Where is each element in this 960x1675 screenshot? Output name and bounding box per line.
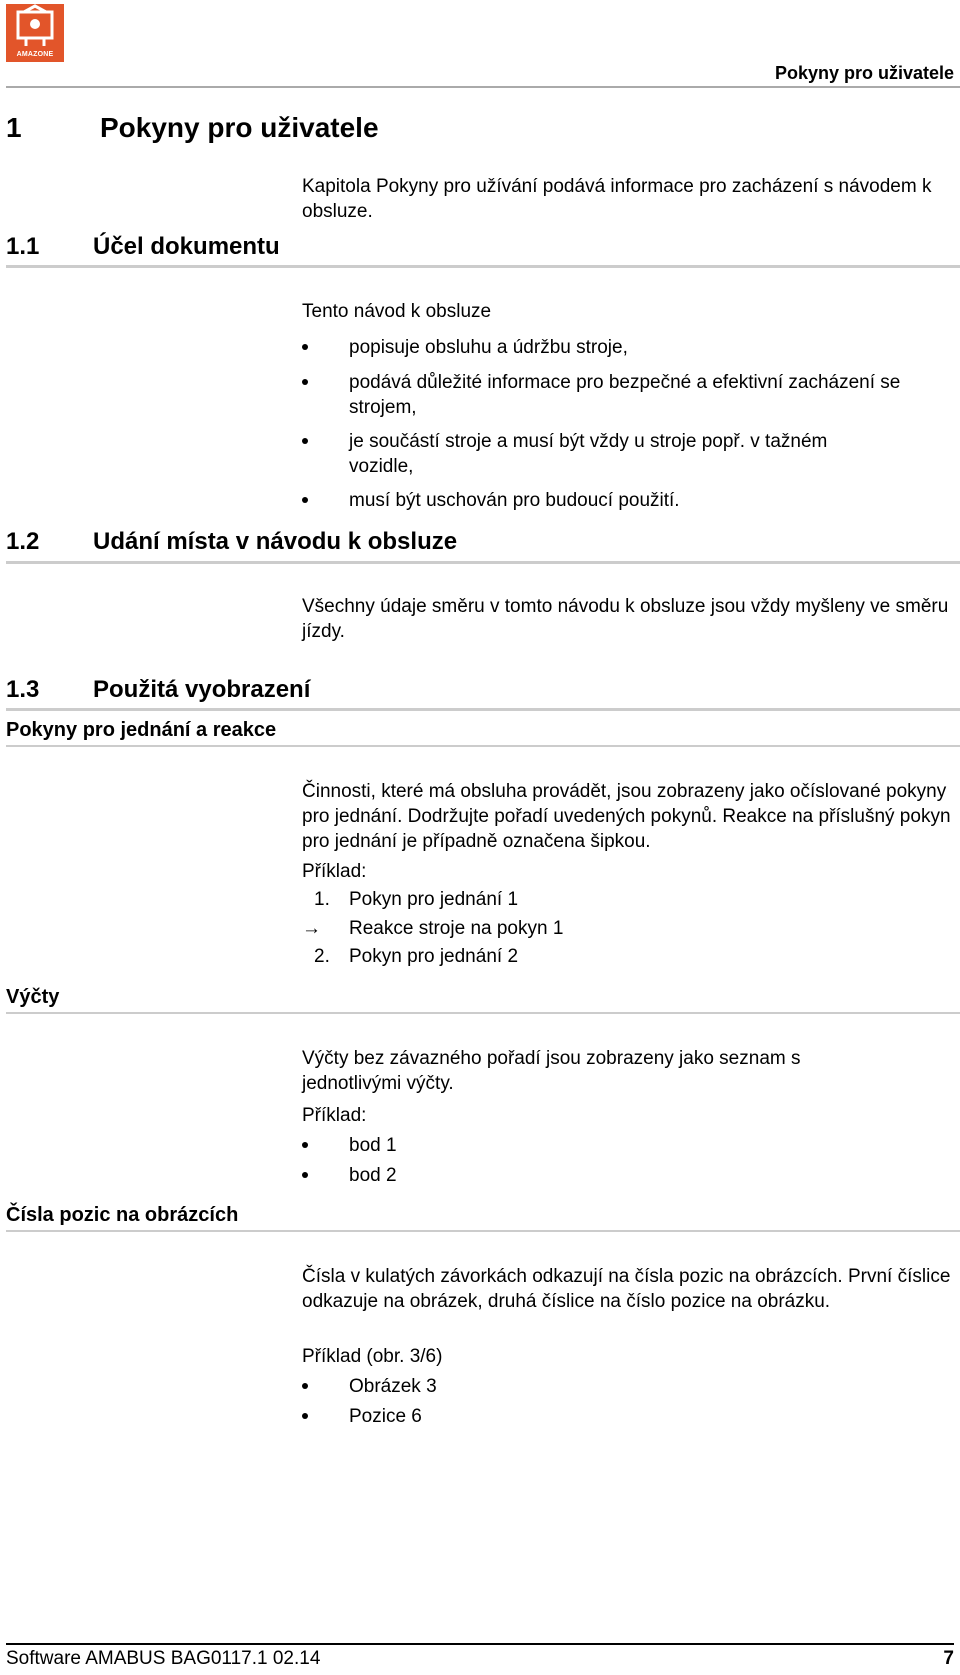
reaction-item (302, 916, 952, 941)
list-item-text: Pokyn pro jednání 2 (349, 946, 519, 967)
subsection-text: Čísla v kulatých závorkách odkazují na čísla pozic na obrázcích. První číslice odkazuje na obrázek, druhá číslice na číslo pozice na obrázku. (302, 1266, 951, 1312)
list-item-text: Obrázek 3 (349, 1376, 437, 1397)
section-1-1-number: 1.1 (6, 233, 40, 260)
subsection-text: Činnosti, které má obsluha provádět, jsou zobrazeny jako očíslované pokyny pro jednání. Dodržujte pořadí uvedených pokynů. Reakce na příslušný pokyn pro jednání je případně označena šipkou. (302, 781, 951, 852)
subsection-text: Výčty bez závazného pořadí jsou zobrazeny jako seznam s jednotlivými výčty. (302, 1048, 801, 1094)
list-item (302, 1404, 952, 1429)
list-item-text: je součástí stroje a musí být vždy u stroje popř. v tažném vozidle, (349, 431, 828, 477)
list-item-text: popisuje obsluhu a údržbu stroje, (349, 337, 628, 358)
bullet-icon (302, 497, 308, 503)
section-1-2-title: Udání místa v návodu k obsluze (93, 528, 458, 555)
amazone-logo (6, 4, 64, 62)
numbered-item (302, 944, 952, 969)
subsection-rule (6, 745, 960, 747)
header-rule (6, 86, 960, 88)
list-item (302, 429, 952, 479)
section-1-2-text: Všechny údaje směru v tomto návodu k obsluze jsou vždy myšleny ve směru jízdy. (302, 596, 949, 642)
list-item-text: podává důležité informace pro bezpečné a efektivní zacházení se strojem, (349, 372, 901, 418)
bullet-icon (302, 1172, 308, 1178)
page-number: 7 (943, 1648, 954, 1669)
footer-rule (6, 1643, 954, 1645)
logo-emblem-icon (6, 4, 64, 50)
example-label: Příklad (obr. 3/6) (302, 1346, 443, 1367)
subsection-title: Pokyny pro jednání a reakce (6, 719, 277, 741)
bullet-icon (302, 1413, 308, 1419)
section-1-1-lead: Tento návod k obsluze (302, 301, 492, 322)
list-item (302, 1133, 952, 1158)
item-marker: 2. (314, 946, 330, 967)
subsection-rule (6, 1230, 960, 1232)
list-item-text: musí být uschován pro budoucí použití. (349, 490, 680, 511)
bullet-icon (302, 344, 308, 350)
bullet-icon (302, 1383, 308, 1389)
section-1-1-title: Účel dokumentu (93, 233, 280, 260)
bullet-icon (302, 1142, 308, 1148)
section-rule (6, 708, 960, 711)
list-item (302, 370, 952, 420)
example-label: Příklad: (302, 861, 367, 882)
section-1-2-number: 1.2 (6, 528, 40, 555)
list-item-text: Pokyn pro jednání 1 (349, 889, 519, 910)
chapter-title: Pokyny pro uživatele (100, 112, 379, 143)
section-1-3-number: 1.3 (6, 676, 40, 703)
numbered-item (302, 887, 952, 912)
example-label: Příklad: (302, 1105, 367, 1126)
section-rule (6, 265, 960, 268)
arrow-right-icon: → (302, 918, 321, 939)
section-rule (6, 561, 960, 564)
list-item-text: bod 1 (349, 1135, 397, 1156)
footer-document-id: Software AMABUS BAG0117.1 02.14 (6, 1648, 321, 1669)
chapter-intro: Kapitola Pokyny pro užívání podává informace pro zacházení s návodem k obsluze. (302, 176, 932, 222)
bullet-icon (302, 438, 308, 444)
list-item-text: bod 2 (349, 1165, 397, 1186)
list-item-text: Pozice 6 (349, 1406, 422, 1427)
running-header-title: Pokyny pro uživatele (774, 63, 954, 83)
list-item-text: Reakce stroje na pokyn 1 (349, 918, 564, 939)
logo-text: AMAZONE (16, 51, 54, 58)
list-item (302, 488, 952, 513)
section-1-3-title: Použitá vyobrazení (93, 676, 311, 703)
chapter-number: 1 (6, 112, 22, 143)
subsection-title: Výčty (6, 986, 60, 1008)
list-item (302, 1163, 952, 1188)
subsection-rule (6, 1012, 960, 1014)
list-item (302, 335, 952, 360)
bullet-icon (302, 379, 308, 385)
subsection-title: Čísla pozic na obrázcích (6, 1204, 239, 1226)
list-item (302, 1374, 952, 1399)
item-marker: 1. (314, 889, 330, 910)
